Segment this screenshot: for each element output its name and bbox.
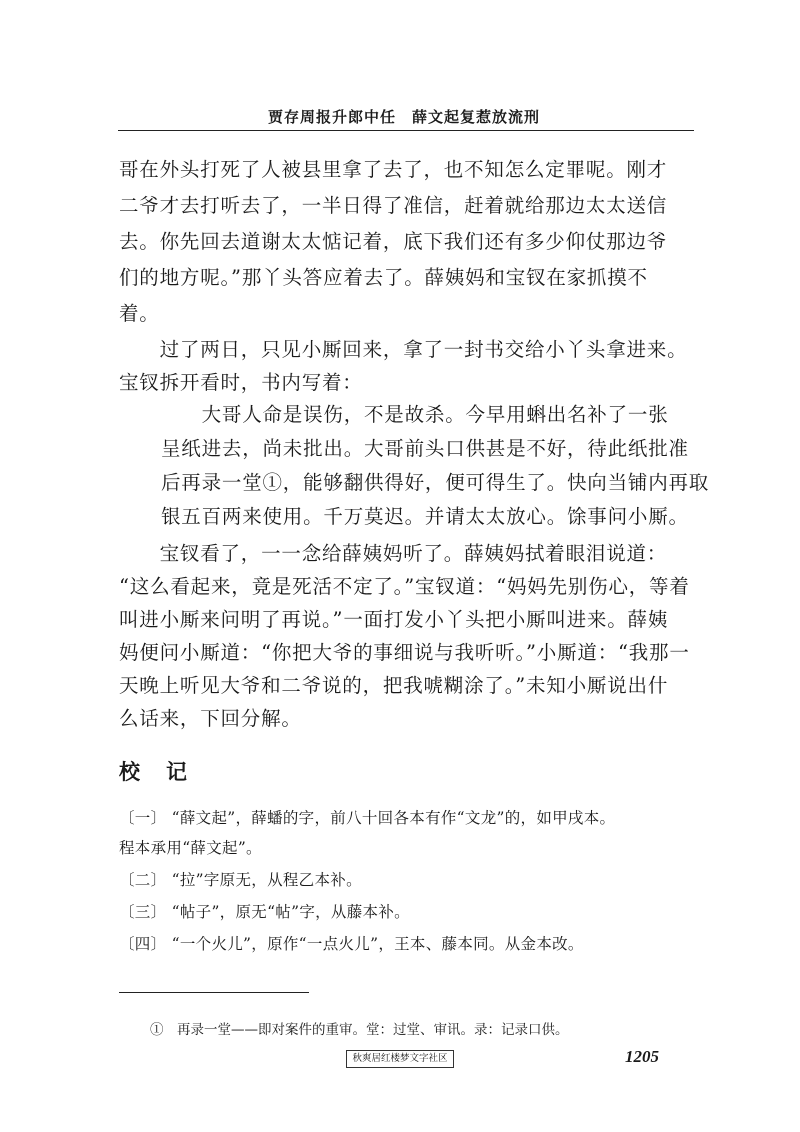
watermark-stamp: 秋爽居红楼梦文字社区 xyxy=(346,1050,454,1068)
body-line: 叫进小厮来问明了再说。”一面打发小丫头把小厮叫进来。薛姨 xyxy=(119,608,669,631)
body-line: 宝钗看了，一一念给薛姨妈听了。薛姨妈拭着眼泪说道： xyxy=(119,542,668,565)
section-title: 校记 xyxy=(119,759,213,784)
body-line: 哥在外头打死了人被县里拿了去了，也不知怎么定罪呢。刚才 xyxy=(119,158,668,181)
body-line: 着。 xyxy=(119,302,160,325)
body-line: 宝钗拆开看时，书内写着： xyxy=(119,371,363,394)
collation-note: 〔一〕 “薛文起”，薛蟠的字，前八十回各本有作“文龙”的，如甲戌本。 xyxy=(119,809,616,827)
body-line: 去。你先回去道谢太太惦记着，底下我们还有多少仰仗那边爷 xyxy=(119,230,668,253)
body-line: 么话来，下回分解。 xyxy=(119,707,302,730)
collation-note: 〔三〕 “帖子”，原无“帖”字，从藤本补。 xyxy=(119,903,410,921)
running-header-title: 贾存周报升郎中任 薛文起复惹放流刑 xyxy=(268,108,541,126)
body-line: 天晚上听见大爷和二爷说的，把我唬糊涂了。”未知小厮说出什 xyxy=(119,674,669,697)
letter-line: 大哥人命是误伤，不是故杀。今早用蝌出名补了一张 xyxy=(161,403,669,426)
body-line: 们的地方呢。”那丫头答应着去了。薛姨妈和宝钗在家抓摸不 xyxy=(119,266,648,289)
page-number: 1205 xyxy=(625,1047,659,1066)
body-line: 过了两日，只见小厮回来，拿了一封书交给小丫头拿进来。 xyxy=(119,338,688,361)
body-line: “这么看起来，竟是死活不定了。”宝钗道：“妈妈先别伤心，等着 xyxy=(119,575,690,598)
footnote: ① 再录一堂——即对案件的重审。堂：过堂、审讯。录：记录口供。 xyxy=(150,1022,569,1038)
letter-line: 呈纸进去，尚未批出。大哥前头口供甚是不好，待此纸批准 xyxy=(161,437,689,460)
body-line: 妈便问小厮道：“你把大爷的事细说与我听听。”小厮道：“我那一 xyxy=(119,641,690,664)
collation-note: 〔四〕 “一个火儿”，原作“一点火儿”，王本、藤本同。从金本改。 xyxy=(119,935,584,953)
body-line: 二爷才去打听去了，一半日得了准信，赶着就给那边太太送信 xyxy=(119,194,668,217)
collation-note: 〔二〕 “拉”字原无，从程乙本补。 xyxy=(119,871,362,889)
running-header xyxy=(118,96,694,131)
letter-line: 后再录一堂①，能够翻供得好，便可得生了。快向当铺内再取 xyxy=(161,471,710,494)
letter-line: 银五百两来使用。千万莫迟。并请太太放心。馀事问小厮。 xyxy=(161,505,689,528)
footnote-divider xyxy=(119,992,309,993)
collation-note: 程本承用“薛文起”。 xyxy=(119,839,262,857)
